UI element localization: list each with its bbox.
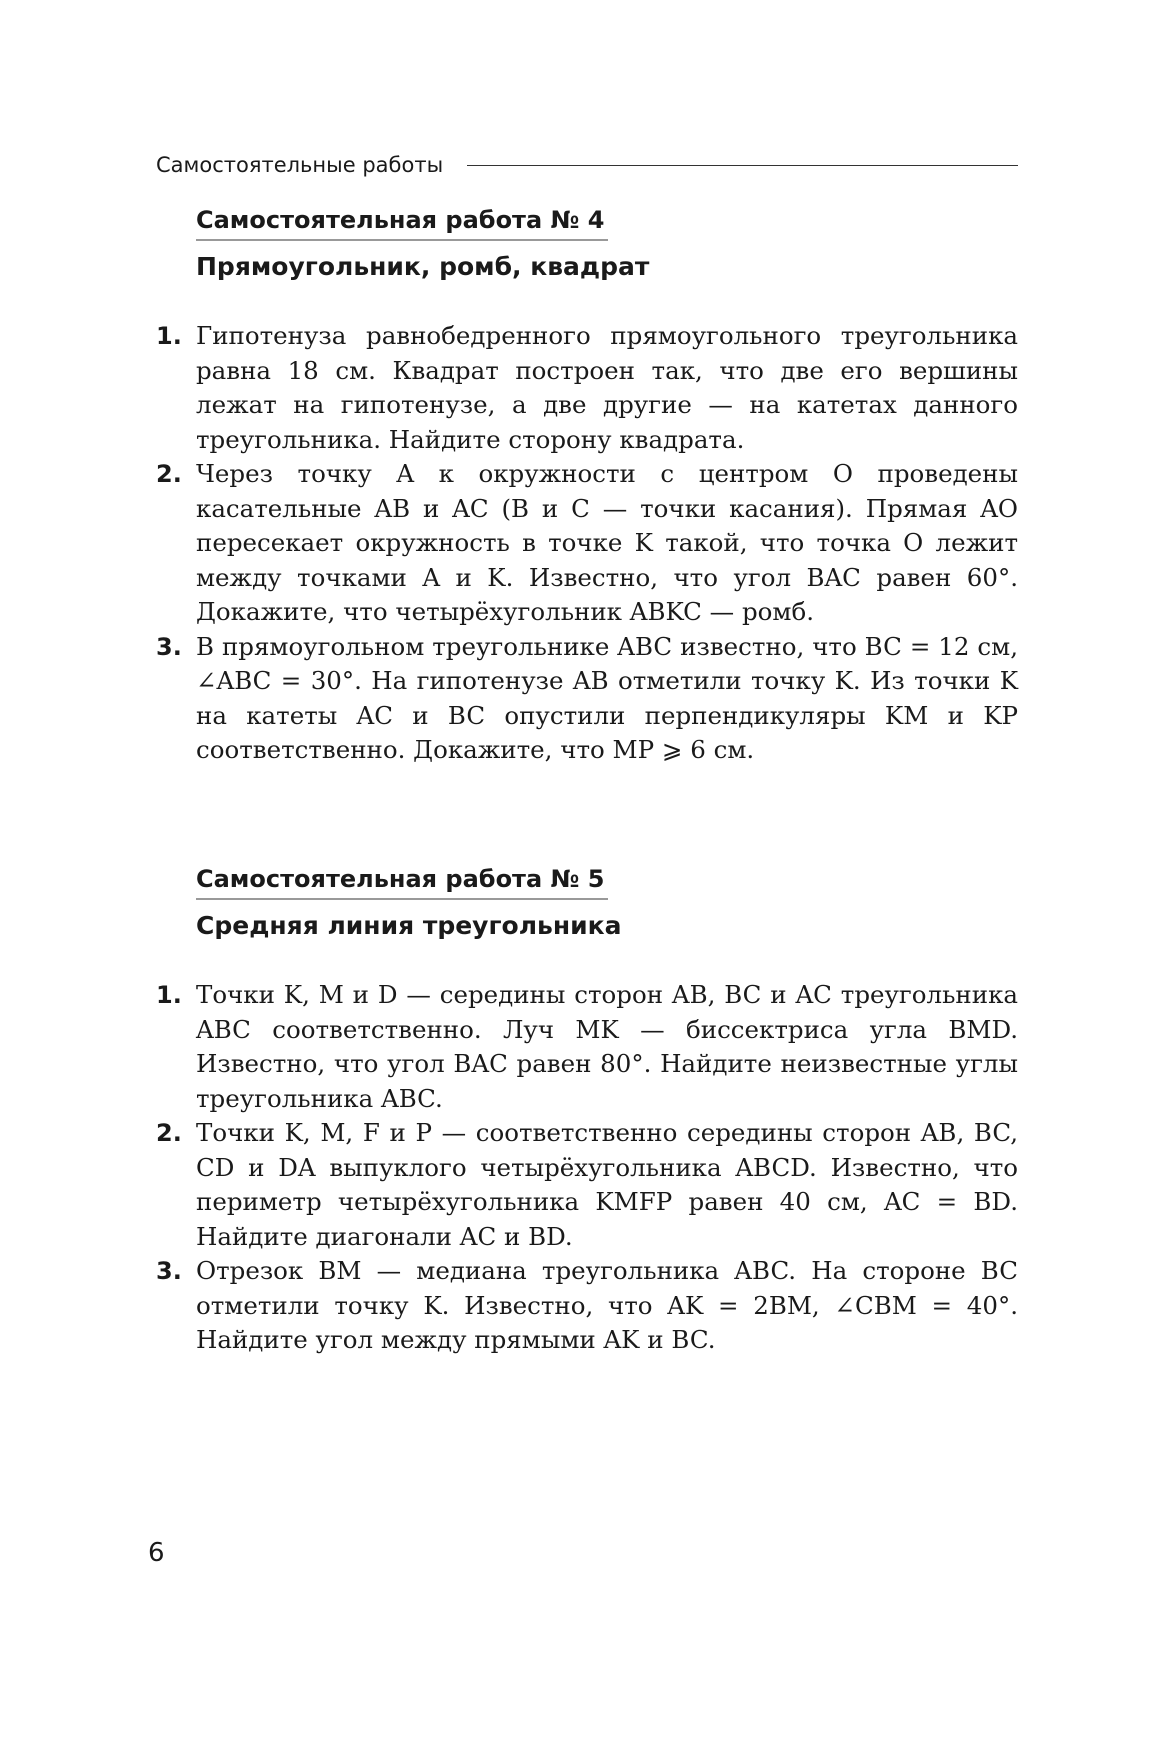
running-head-rule — [467, 165, 1018, 166]
task-item — [156, 1116, 1018, 1254]
section-title: Самостоятельная работа № 5 — [196, 862, 608, 900]
task-text: В прямоугольном треугольнике ABC известно, что BC = 12 см, ∠ABC = 30°. На гипотенузе AB отметили точку K. Из точки K на катеты AC и BC опустили перпендикуляры KM и KP соответственно. Докажите, что MP ⩾ 6 см. — [196, 631, 1018, 764]
section-work-4 — [156, 203, 1018, 768]
task-number: 3. — [156, 632, 182, 661]
task-text: Через точку A к окружности с центром O проведены касательные AB и AC (B и C — точки касания). Прямая AO пересекает окружность в точке K такой, что точка O лежит между точками A и K. Известно, что угол BAC равен 60°. Докажите, что четырёхугольник ABKC — ромб. — [196, 459, 1018, 626]
section-work-5 — [156, 862, 1018, 1358]
task-text: Гипотенуза равнобедренного прямоугольного треугольника равна 18 см. Квадрат построен так, что две его вершины лежат на гипотенузе, а две другие — на катетах данного треугольника. Найдите сторону квадрата. — [196, 321, 1018, 454]
task-item — [156, 978, 1018, 1116]
task-number: 2. — [156, 460, 182, 488]
task-item — [156, 630, 1018, 768]
task-text: Точки K, M и D — середины сторон AB, BC и AC треугольника ABC соответственно. Луч MK — биссектриса угла BMD. Известно, что угол BAC равен 80°. Найдите неизвестные углы треугольника ABC. — [196, 980, 1018, 1113]
section-subtitle: Средняя линия треугольника — [196, 911, 622, 940]
task-number: 3. — [156, 1257, 182, 1285]
running-head-text: Самостоятельные работы — [156, 153, 444, 177]
page-number: 6 — [148, 1538, 165, 1568]
section-subtitle: Прямоугольник, ромб, квадрат — [196, 252, 650, 281]
task-list — [156, 319, 1018, 768]
task-item — [156, 319, 1018, 457]
task-number: 1. — [156, 981, 182, 1009]
task-text: Точки K, M, F и P — соответственно середины сторон AB, BC, CD и DA выпуклого четырёхугольника ABCD. Известно, что периметр четырёхугольника KMFP равен 40 см, AC = BD. Найдите диагонали AC и BD. — [196, 1118, 1019, 1251]
running-head — [156, 150, 1018, 180]
task-text: Отрезок BM — медиана треугольника ABC. На стороне BC отметили точку K. Известно, что AK = 2BM, ∠CBM = 40°. Найдите угол между прямыми AK и BC. — [196, 1256, 1018, 1354]
task-list — [156, 978, 1018, 1358]
task-number: 1. — [156, 322, 182, 350]
task-item — [156, 1254, 1018, 1358]
section-title: Самостоятельная работа № 4 — [196, 203, 608, 241]
task-item — [156, 457, 1018, 630]
task-number: 2. — [156, 1119, 182, 1147]
